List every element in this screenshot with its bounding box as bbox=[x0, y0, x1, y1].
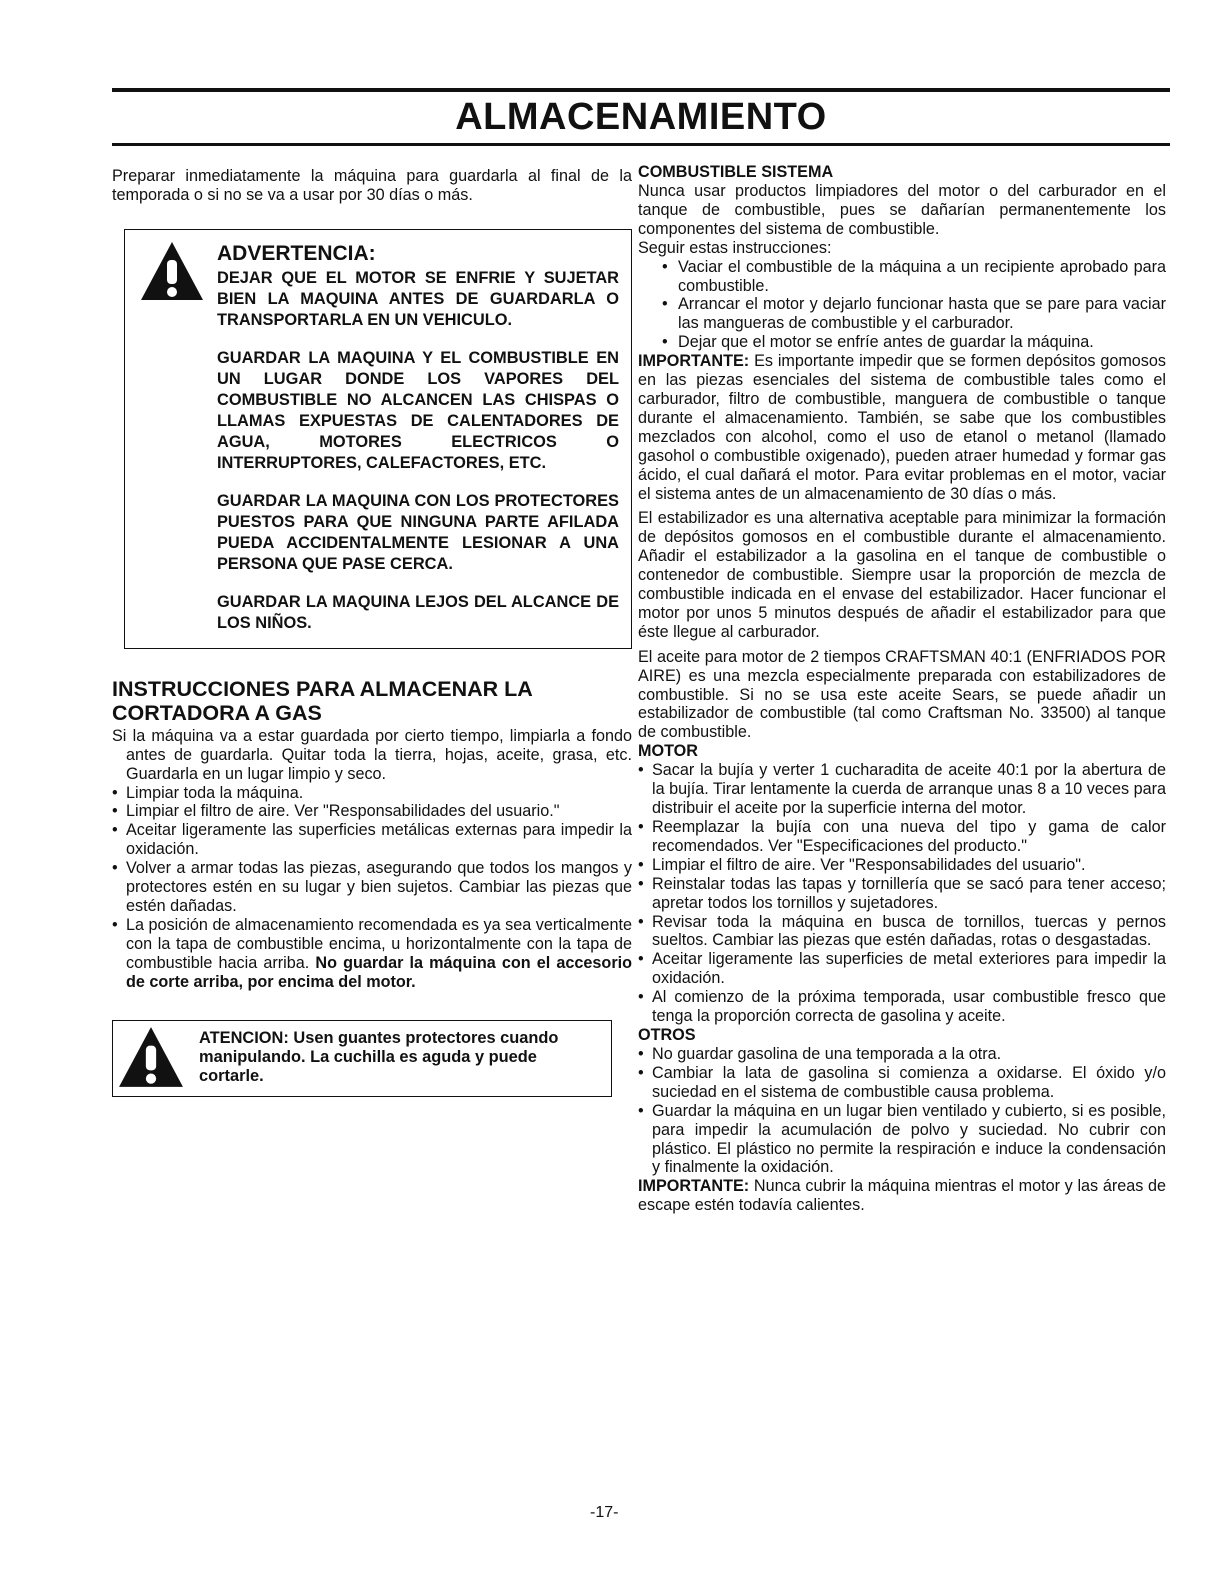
fuel-instructions-label: Seguir estas instrucciones: bbox=[638, 238, 832, 257]
otros-list bbox=[638, 1045, 1166, 1177]
list-item: • Reinstalar todas las tapas y tornillería que se sacó para tener acceso; apretar todos los tornillos y sujetadores. bbox=[638, 875, 1166, 913]
storage-instructions-list bbox=[112, 784, 632, 992]
motor-heading: MOTOR bbox=[638, 742, 698, 761]
storage-instructions-lead: Si la máquina va a estar guardada por cierto tiempo, limpiarla a fondo antes de guardarla. Quitar toda la tierra, hojas, aceite, grasa, etc. Guardarla en un lugar limpio y seco. bbox=[112, 726, 632, 783]
list-item: • Al comienzo de la próxima temporada, usar combustible fresco que tenga la proporción correcta de gasolina y aceite. bbox=[638, 988, 1166, 1026]
list-item: • Sacar la bujía y verter 1 cucharadita de aceite 40:1 por la abertura de la bujía. Tirar lentamente la cuerda de arranque unas 8 a 10 veces para distribuir el aceite por la superficie interna del motor. bbox=[638, 761, 1166, 818]
attention-box bbox=[112, 1020, 612, 1097]
important-text: Es importante impedir que se formen depósitos gomosos en las piezas esenciales del sistema de combustible tales como el carburador, filtro de combustible, manguera de combustible o tanque durante el almacenamiento. También, se sabe que los combustibles mezclados con alcohol, como el uso de etanol o metanol (llamado gasohol o combustible oxigenado), pueden atraer humedad y formar gas ácido, el cual dañará el motor. Para evitar problemas en el motor, vaciar el sistema antes de un almacenamiento de 30 días o más. bbox=[638, 352, 1166, 503]
warning-paragraph: DEJAR QUE EL MOTOR SE ENFRIE Y SUJETAR BIEN LA MAQUINA ANTES DE GUARDARLA O TRANSPORTARLA EN UN VEHICULO. bbox=[217, 268, 619, 329]
otros-important-paragraph bbox=[638, 1177, 1166, 1215]
intro-paragraph: Preparar inmediatamente la máquina para guardarla al final de la temporada o si no se va a usar por 30 días o más. bbox=[112, 167, 632, 204]
list-item: • Dejar que el motor se enfríe antes de guardar la máquina. bbox=[638, 333, 1166, 352]
list-item-text: La posición de almacenamiento recomendada es ya sea verticalmente con la tapa de combustible encima, u horizontalmente con la tapa de combustible hacia arriba. bbox=[126, 915, 632, 972]
storage-instructions-heading: INSTRUCCIONES PARA ALMACENAR LA CORTADORA A GAS bbox=[112, 676, 533, 725]
list-item: • Revisar toda la máquina en busca de tornillos, tuercas y pernos sueltos. Cambiar las piezas que estén dañadas, rotas o desgastadas. bbox=[638, 913, 1166, 951]
list-item: • Cambiar la lata de gasolina si comienza a oxidarse. El óxido y/o suciedad en el sistema de combustible causa problema. bbox=[638, 1064, 1166, 1102]
list-item: • Limpiar toda la máquina. bbox=[112, 784, 632, 803]
page-number: -17- bbox=[590, 1504, 619, 1521]
fuel-steps-list bbox=[638, 258, 1166, 353]
list-item: • Limpiar el filtro de aire. Ver "Responsabilidades del usuario". bbox=[638, 856, 1166, 875]
list-item: • No guardar gasolina de una temporada a la otra. bbox=[638, 1045, 1166, 1064]
motor-list bbox=[638, 761, 1166, 1026]
list-item: • Reemplazar la bujía con una nueva del tipo y gama de calor recomendados. Ver "Especificaciones del producto." bbox=[638, 818, 1166, 856]
warning-heading: ADVERTENCIA: bbox=[217, 241, 376, 265]
warning-paragraph: GUARDAR LA MAQUINA LEJOS DEL ALCANCE DE LOS NIÑOS. bbox=[217, 592, 619, 632]
bold-note: No guardar la máquina con el accesorio de corte arriba, por encima del motor. bbox=[126, 953, 633, 991]
important-label: IMPORTANTE: bbox=[638, 1177, 750, 1196]
left-column bbox=[112, 167, 632, 1097]
oil-paragraph: El aceite para motor de 2 tiempos CRAFTSMAN 40:1 (ENFRIADOS POR AIRE) es una mezcla especialmente preparada con estabilizadores de combustible. Si no se usa este aceite Sears, se puede añadir un estabilizador de combustible (tal como Craftsman No. 33500) al tanque de combustible. bbox=[638, 647, 1166, 742]
fuel-paragraph: Nunca usar productos limpiadores del motor o del carburador en el tanque de combustible, pues se dañarían permanentemente los componentes del sistema de combustible. bbox=[638, 182, 1166, 238]
list-item: • Arrancar el motor y dejarlo funcionar hasta que se pare para vaciar las mangueras de combustible y el carburador. bbox=[638, 295, 1166, 333]
warning-paragraph: GUARDAR LA MAQUINA CON LOS PROTECTORES PUESTOS PARA QUE NINGUNA PARTE AFILADA PUEDA ACCIDENTALMENTE LESIONAR A UNA PERSONA QUE PASE CERCA. bbox=[217, 491, 619, 573]
list-item: • Aceitar ligeramente las superficies metálicas externas para impedir la oxidación. bbox=[112, 821, 632, 859]
list-item: • Aceitar ligeramente las superficies de metal exteriores para impedir la oxidación. bbox=[638, 950, 1166, 988]
list-item: • Guardar la máquina en un lugar bien ventilado y cubierto, si es posible, para impedir la acumulación de polvo y suciedad. No cubrir con plástico. El plástico no permite la respiración e induce la condensación y finalmente la oxidación. bbox=[638, 1102, 1166, 1178]
important-text: Nunca cubrir la máquina mientras el motor y las áreas de escape estén todavía calientes. bbox=[638, 1177, 1166, 1215]
page-title: ALMACENAMIENTO bbox=[455, 96, 827, 138]
warning-paragraph: GUARDAR LA MAQUINA Y EL COMBUSTIBLE EN UN LUGAR DONDE LOS VAPORES DEL COMBUSTIBLE NO ALCANCEN LAS CHISPAS O LLAMAS EXPUESTAS DE CALENTADORES DE AGUA, MOTORES ELECTRICOS O INTERRUPTORES, CALEFACTORES, ETC. bbox=[217, 348, 619, 472]
right-column bbox=[638, 163, 1166, 1215]
otros-heading: OTROS bbox=[638, 1025, 696, 1044]
top-rule bbox=[112, 88, 1170, 92]
list-item: • Vaciar el combustible de la máquina a un recipiente aprobado para combustible. bbox=[638, 258, 1166, 296]
list-item: • Limpiar el filtro de aire. Ver "Responsabilidades del usuario." bbox=[112, 802, 632, 821]
stabilizer-paragraph: El estabilizador es una alternativa aceptable para minimizar la formación de depósitos gomosos en el combustible durante el almacenamiento. Añadir el estabilizador a la gasolina en el tanque de combustible o contenedor de combustible. Siempre usar la proporción de mezcla de combustible indicada en el envase del estabilizador. Hacer funcionar el motor por unos 5 minutos después de añadir el estabilizador para que éste llegue al carburador. bbox=[638, 509, 1166, 641]
attention-text: ATENCION: Usen guantes protectores cuando manipulando. La cuchilla es aguda y puede cortarle. bbox=[199, 1028, 559, 1085]
fuel-important-paragraph bbox=[638, 352, 1166, 503]
list-item bbox=[112, 916, 632, 992]
warning-triangle-icon bbox=[139, 240, 205, 302]
warning-triangle-icon bbox=[117, 1025, 185, 1089]
warning-box bbox=[124, 229, 632, 649]
fuel-system-heading: COMBUSTIBLE SISTEMA bbox=[638, 163, 834, 181]
important-label: IMPORTANTE: bbox=[638, 352, 750, 371]
title-underline bbox=[112, 143, 1170, 146]
list-item: • Volver a armar todas las piezas, asegurando que todos los mangos y protectores estén en su lugar y bien sujetos. Cambiar las piezas que estén dañadas. bbox=[112, 859, 632, 916]
